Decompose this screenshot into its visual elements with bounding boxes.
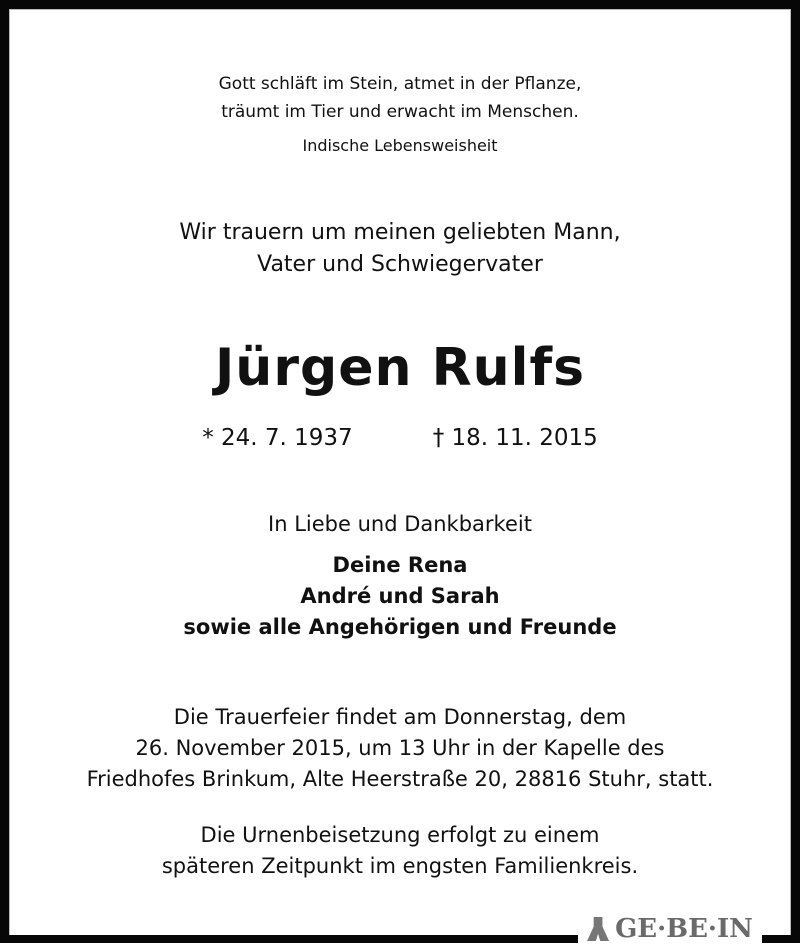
signoff-name: André und Sarah [300, 584, 500, 608]
logo-figure-icon [587, 917, 609, 941]
ceremony-line: 26. November 2015, um 13 Uhr in der Kapelle des [135, 736, 665, 760]
burial-line: Die Urnenbeisetzung erfolgt zu einem [200, 823, 600, 847]
deceased-name: Jürgen Rulfs [214, 338, 586, 398]
quote-line: Gott schläft im Stein, atmet in der Pflanze, [218, 74, 582, 94]
logo-text: GE·BE·IN [615, 914, 753, 944]
signoff-names [0, 550, 800, 643]
mourning-line: Wir trauern um meinen geliebten Mann, [179, 220, 621, 245]
burial-info [0, 820, 800, 882]
burial-line: späteren Zeitpunkt im engsten Familienkreis. [161, 854, 639, 878]
quote [0, 70, 800, 160]
ceremony-line: Die Trauerfeier findet am Donnerstag, dem [173, 705, 627, 729]
death-date: † 18. 11. 2015 [432, 425, 598, 451]
ceremony-line: Friedhofes Brinkum, Alte Heerstraße 20, 28816 Stuhr, statt. [86, 767, 714, 791]
birth-date: * 24. 7. 1937 [202, 425, 353, 451]
mourning-line: Vater und Schwiegervater [257, 252, 543, 277]
quote-source: Indische Lebensweisheit [302, 136, 498, 155]
mourning-text [0, 217, 800, 281]
quote-line: träumt im Tier und erwacht im Menschen. [221, 102, 579, 122]
signoff-name: sowie alle Angehörigen und Freunde [183, 615, 617, 639]
gebein-logo [578, 912, 762, 946]
signoff-intro: In Liebe und Dankbarkeit [268, 512, 532, 536]
signoff-name: Deine Rena [332, 553, 468, 577]
life-dates [0, 425, 800, 451]
ceremony-info [0, 702, 800, 795]
